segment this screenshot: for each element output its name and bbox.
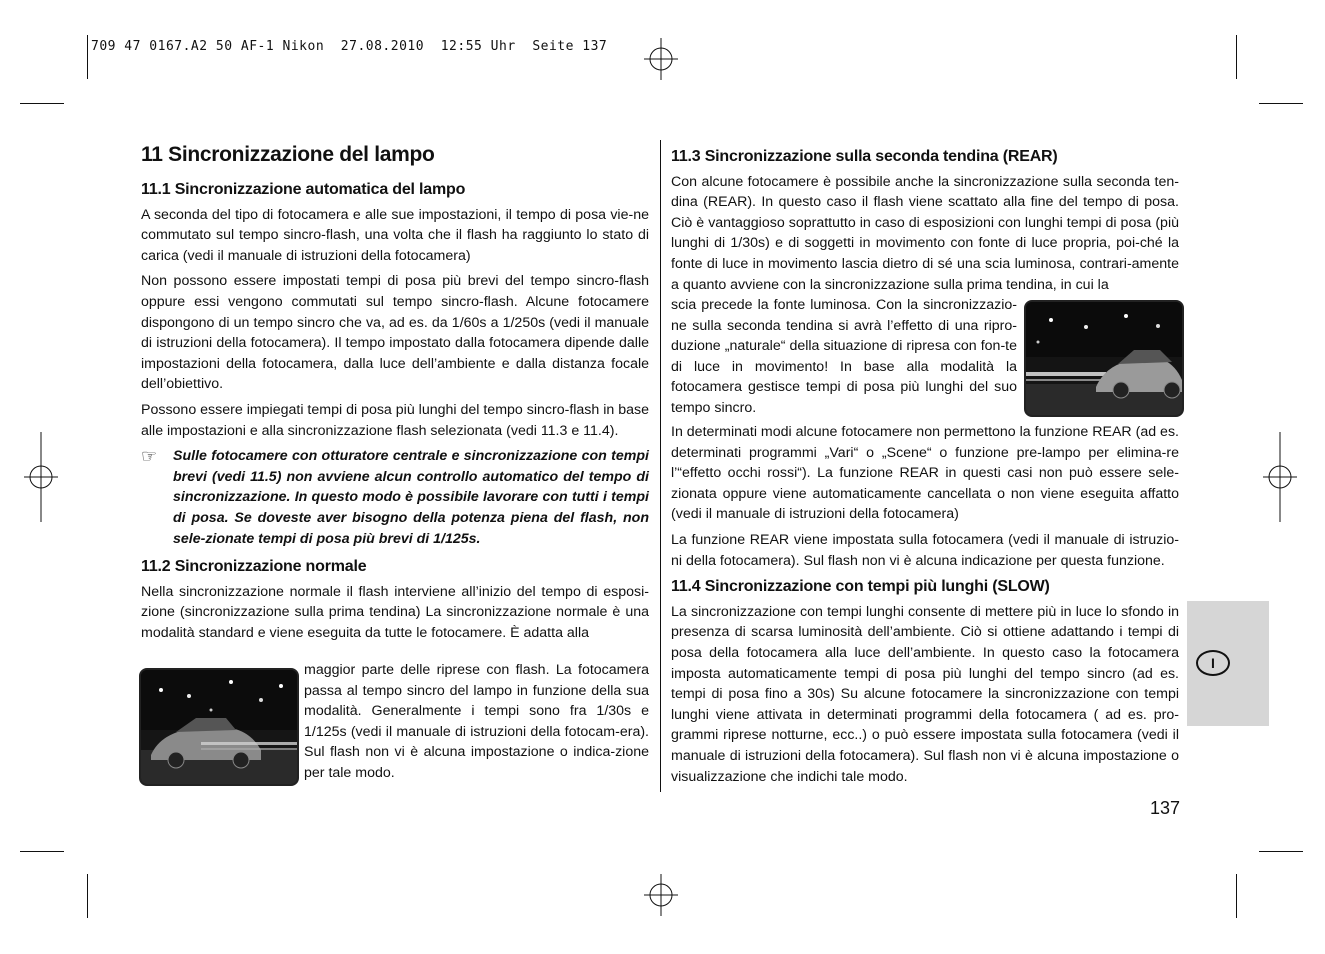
left-column	[141, 180, 649, 643]
left-column-wrap	[304, 660, 649, 789]
right-column	[671, 147, 1179, 295]
right-column-lower	[671, 422, 1179, 792]
column-divider	[660, 140, 661, 792]
paragraph: maggior parte delle riprese con flash. La fotocamera passa al tempo sincro del lampo in funzione della sua modalità. Generalmente i tempi sono fra 1/30s e 1/125s (vedi il manuale di istruzioni della fotocam-era). Sul flash non vi è alcuna impostazione o indica-zione per tale modo.	[304, 662, 649, 781]
right-column-wrap	[671, 295, 1017, 424]
paragraph: La sincronizzazione con tempi lunghi consente di mettere più in luce lo sfondo in presenza di scarsa luminosità dell’ambiente. Ciò si ottiene adattando i tempi di posa della fotocamera alla luce dell’ambiente. In questo caso la fotocamera imposta automaticamente tempi di posa più lunghi del tempo sincro (ad es. tempi di posa fino a 30s) Su alcune fotocamere la sincronizzazione con tempi lunghi viene attivata in determinati programmi della fotocamera ( ad es. pro-grammi riprese notturne, ecc..) o può essere impostata sulla fotocamera (vedi il manuale di istruzioni della fotocamera). Sul flash non vi è alcuna impostazione o visualizzazione che indichi tale modo.	[671, 603, 1179, 785]
photo-car-rear-sync	[1024, 300, 1184, 417]
heading-11-4: 11.4 Sincronizzazione con tempi più lunghi (SLOW)	[671, 578, 1050, 596]
paragraph: Nella sincronizzazione normale il flash interviene all’inizio del tempo di esposi-zione (sincronizzazione sulla prima tendina) La sincronizzazione normale è una modalità standard e viene eseguita da tutte le fotocamere. È adatta alla	[141, 583, 649, 641]
registration-mark-bottom	[640, 874, 682, 916]
note-block	[141, 446, 649, 549]
registration-mark-right	[1259, 432, 1301, 522]
heading-11-3: 11.3 Sincronizzazione sulla seconda tendina (REAR)	[671, 148, 1058, 165]
registration-mark-top	[640, 38, 682, 80]
paragraph: In determinati modi alcune fotocamere non permettono la funzione REAR (ad es. determinati programmi „Vari“ o „Scene“ o funzione pre-lampo per elimina-re l’“effetto occhi rossi“). La funzione REAR in questi casi non può essere sele-zionata oppure viene automaticamente cancellata o non viene eseguita affatto (vedi il manuale di istruzioni della fotocamera)	[671, 424, 1179, 523]
photo-car-normal-sync	[139, 668, 299, 786]
paragraph: A seconda del tipo di fotocamera e alle sue impostazioni, il tempo di posa vie-ne commutato sul tempo sincro-flash, una volta che il flash ha raggiunto lo stato di carica (vedi il manuale di istruzioni della fotocamera)	[141, 206, 649, 264]
language-tab-label: I	[1196, 650, 1230, 676]
note-text: Sulle fotocamere con otturatore centrale e sincronizzazione con tempi brevi (vedi 11.5) non avviene alcun controllo automatico del tempo di sincronizzazione. In questo modo è possibile lavorare con tutti i tempi di posa. Se doveste aver bisogno della potenza piena del flash, non sele-zionate tempi di posa più brevi di 1/125s.	[173, 448, 649, 547]
paragraph: Con alcune fotocamere è possibile anche la sincronizzazione sulla seconda ten-dina (REAR). In questo caso il flash viene scattato alla fine del tempo di posa. Ciò è vantaggioso soprattutto in caso di esposizioni con lunghi tempi di posa (più lunghi di 1/30s) e di soggetti in movimento con fonte di luce propria, poi-ché la fonte di luce in movimento lascia dietro di sé una scia luminosa, contrari-amente a quanto avviene con la sincronizzazione sulla prima tendina, in cui la	[671, 173, 1179, 293]
page-title: 11 Sincronizzazione del lampo	[141, 143, 435, 166]
pointing-hand-icon: ☞	[141, 446, 158, 467]
registration-mark-left	[20, 432, 62, 522]
heading-11-2: 11.2 Sincronizzazione normale	[141, 558, 367, 576]
paragraph: Possono essere impiegati tempi di posa più lunghi del tempo sincro-flash in base alle impostazioni e alla sincronizzazione flash selezionata (vedi 11.3 e 11.4).	[141, 401, 649, 439]
paragraph: scia precede la fonte luminosa. Con la sincronizzazio-ne sulla seconda tendina si avrà l’effetto di una ripro-duzione „naturale“ della situazione di ripresa con fon-te di luce in movimento! In base alla modalità la fotocamera gestisce tempi di posa più lunghi del suo tempo sincro.	[671, 297, 1017, 416]
paragraph: La funzione REAR viene impostata sulla fotocamera (vedi il manuale di istruzio-ni della fotocamera). Sul flash non vi è alcuna indicazione per questa funzione.	[671, 531, 1179, 569]
paragraph: Non possono essere impostati tempi di posa più brevi del tempo sincro-flash oppure essi vengono commutati sul tempo sincro-flash. Alcune fotocamere dispongono di un tempo sincro che va, ad es. da 1/60s a 1/250s (vedi il manuale di istruzioni della fotocamera). Il tempo impostato dalla fotocamera dipende dalle impostazioni della fotocamera, dalla luce dell’ambiente e dalla distanza focale dell’obiettivo.	[141, 273, 649, 393]
print-header: 709 47 0167.A2 50 AF-1 Nikon 27.08.2010 12:55 Uhr Seite 137	[91, 39, 608, 54]
page-number: 137	[1150, 798, 1181, 818]
heading-11-1: 11.1 Sincronizzazione automatica del lampo	[141, 181, 466, 198]
